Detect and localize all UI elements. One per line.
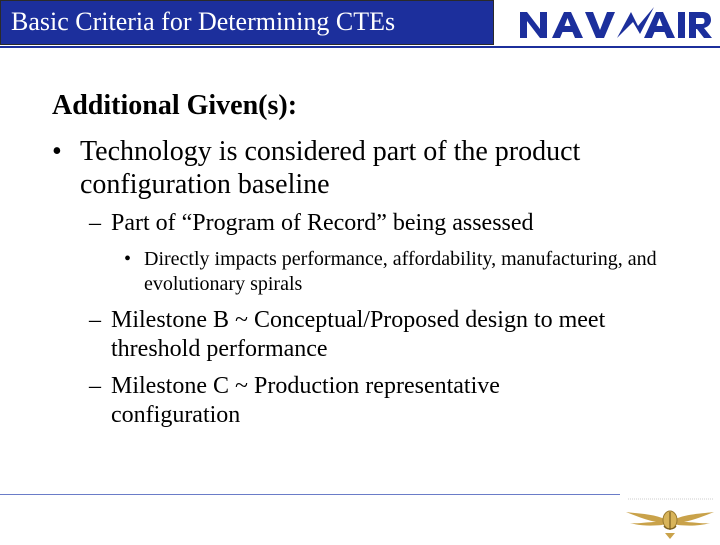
slide-title: Basic Criteria for Determining CTEs (11, 7, 396, 36)
naval-aviation-insignia (620, 492, 720, 540)
level2a-dash: – (89, 210, 101, 236)
level2b-text: Milestone B ~ Conceptual/Proposed design to meet threshold performance (111, 307, 606, 362)
level2c-text: Milestone C ~ Production representative configuration (111, 373, 500, 428)
level3-bullet: • (124, 248, 132, 270)
footer-rule (0, 494, 620, 495)
wings-insignia-icon (620, 492, 720, 540)
section-heading: Additional Given(s): (52, 90, 298, 121)
level2c-dash: – (89, 373, 101, 399)
level2b-dash: – (89, 307, 101, 333)
level3-text: Directly impacts performance, affordability, manufacturing, and evolutionary spirals (144, 248, 657, 295)
level1-text: Technology is considered part of the product configuration baseline (80, 136, 581, 200)
level1-bullet: • (52, 136, 62, 167)
level2a-text: Part of “Program of Record” being assessed (111, 210, 534, 236)
